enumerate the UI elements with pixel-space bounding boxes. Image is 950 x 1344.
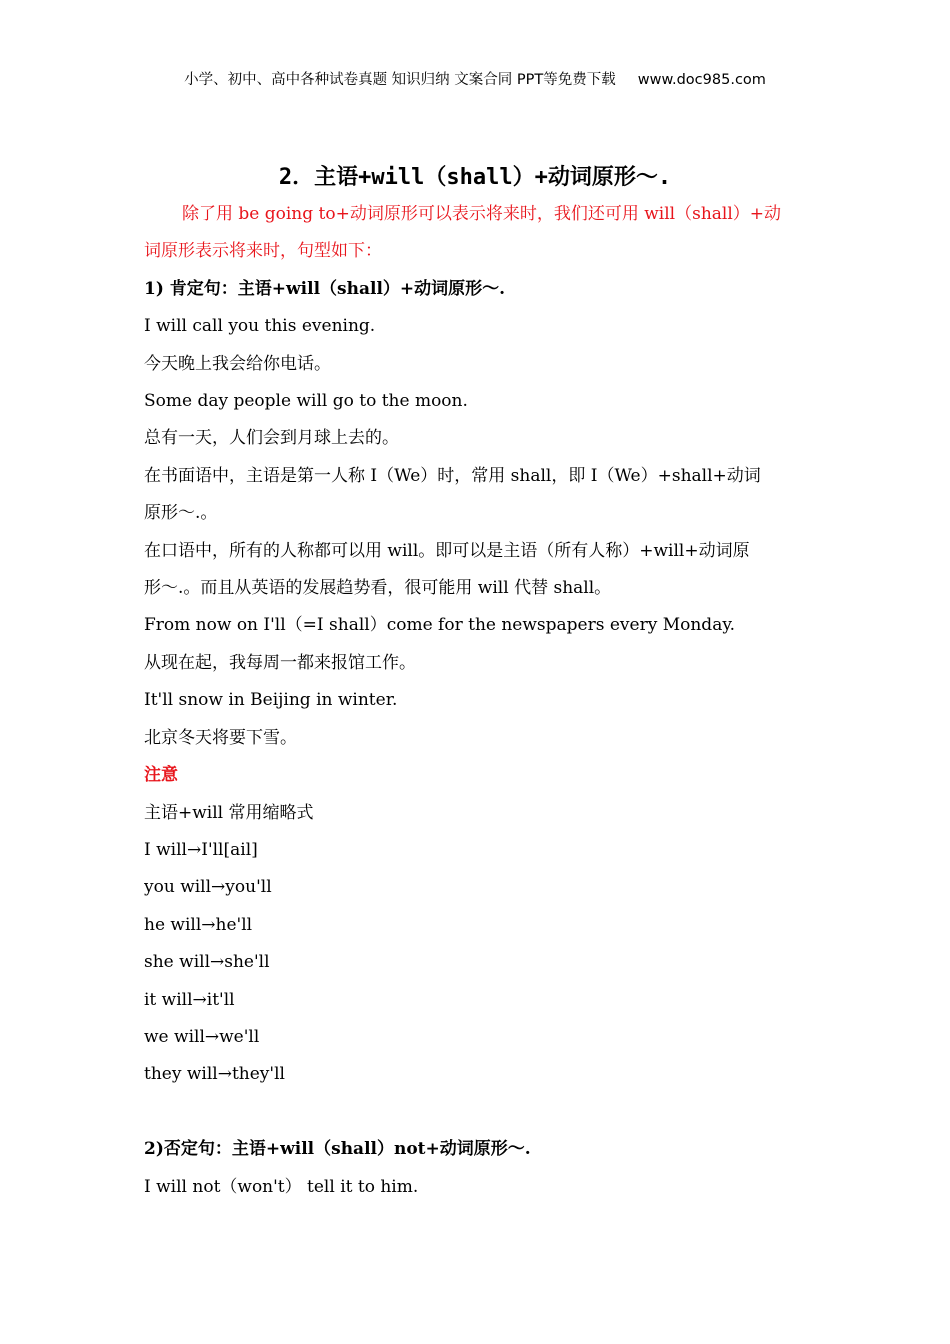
example-sentence-en: Some day people will go to the moon. — [144, 391, 468, 412]
example-sentence-en: I will call you this evening. — [144, 316, 376, 337]
contraction-item: you will→you'll — [144, 877, 272, 898]
example-sentence-zh: 从现在起，我每周一都来报馆工作。 — [144, 652, 416, 673]
page-title: 2．主语+will（shall）+动词原形～. — [278, 165, 672, 190]
example-sentence-zh: 总有一天，人们会到月球上去的。 — [144, 428, 399, 449]
header-site-link[interactable]: www.doc985.com — [637, 72, 766, 88]
contraction-item: we will→we'll — [144, 1026, 260, 1047]
document-body — [144, 196, 812, 1206]
example-sentence-zh: 今天晚上我会给你电话。 — [144, 353, 331, 374]
note-spoken-line-2: 形～.。而且从英语的发展趋势看，很可能用 will 代替 shall。 — [144, 578, 612, 599]
example-sentence-zh: 北京冬天将要下雪。 — [144, 727, 297, 748]
section2-heading: 2)否定句：主语+will（shall）not+动词原形～. — [144, 1139, 531, 1160]
example-sentence-en: It'll snow in Beijing in winter. — [144, 690, 398, 711]
note-written-line-2: 原形～.。 — [144, 503, 218, 524]
note-written-line-1: 在书面语中，主语是第一人称 I（We）时，常用 shall，即 I（We）+shall+动词 — [144, 465, 761, 486]
contraction-item: it will→it'll — [144, 989, 235, 1010]
example-sentence-en: I will not（won't） tell it to him. — [144, 1176, 419, 1197]
contraction-item: she will→she'll — [144, 952, 270, 973]
note-spoken-line-1: 在口语中，所有的人称都可以用 will。即可以是主语（所有人称）+will+动词原 — [144, 540, 750, 561]
blank-line — [144, 1094, 812, 1131]
header-text: 小学、初中、高中各种试卷真题 知识归纳 文案合同 PPT等免费下载 — [184, 72, 616, 88]
intro-line-2: 词原形表示将来时，句型如下： — [144, 241, 382, 262]
notice-intro: 主语+will 常用缩略式 — [144, 802, 314, 823]
contraction-item: they will→they'll — [144, 1064, 285, 1085]
section1-heading: 1) 肯定句：主语+will（shall）+动词原形～. — [144, 278, 506, 299]
contraction-item: he will→he'll — [144, 914, 253, 935]
contraction-item: I will→I'll[ail] — [144, 839, 258, 860]
example-sentence-en: From now on I'll（=I shall）come for the newspapers every Monday. — [144, 615, 736, 636]
notice-label: 注意 — [144, 765, 178, 786]
intro-line-1: 除了用 be going to+动词原形可以表示将来时，我们还可用 will（shall）+动 — [182, 204, 782, 224]
page-header — [0, 68, 950, 89]
